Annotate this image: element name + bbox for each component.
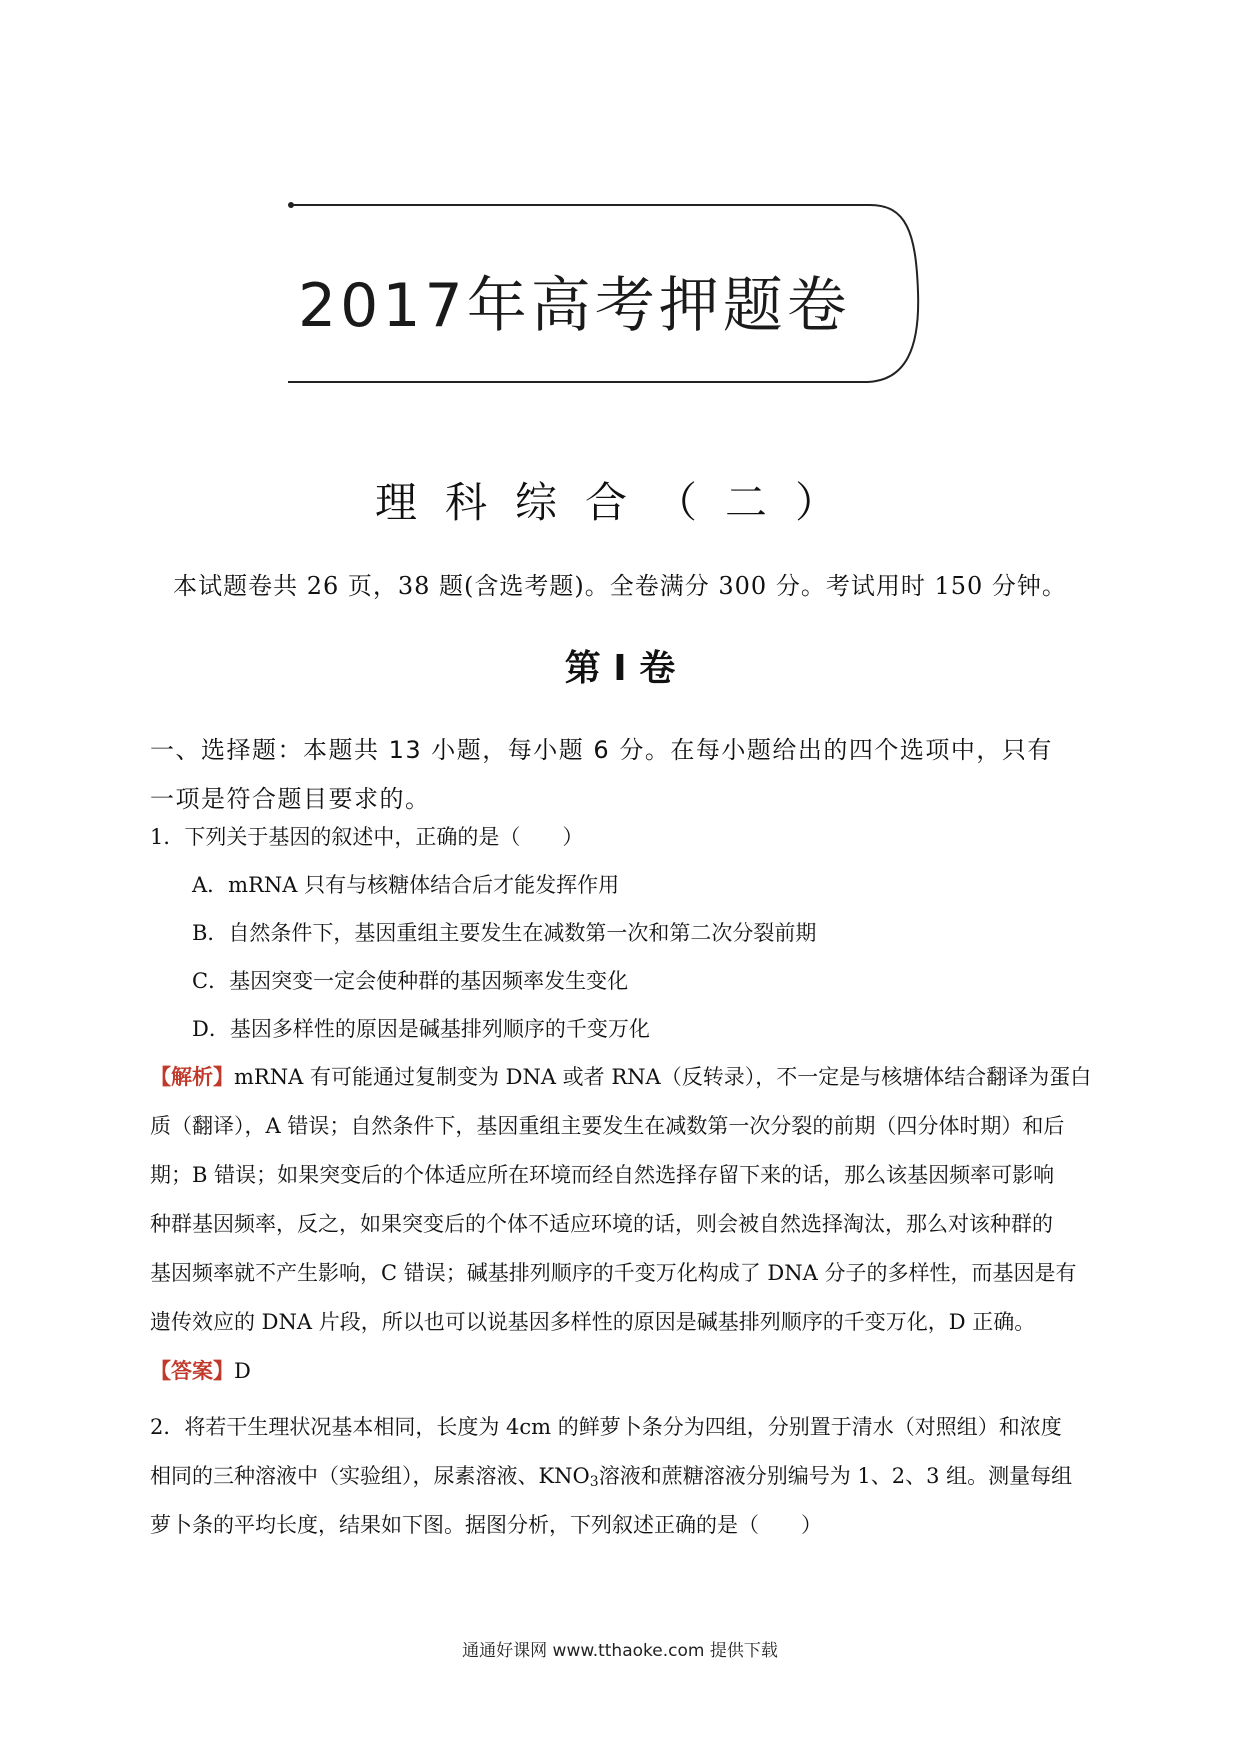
question-2-text: 溶液和蔗糖溶液分别编号为 1、2、3 组。测量每组 (598, 1464, 1073, 1488)
section-heading (150, 726, 1096, 824)
title-banner (288, 200, 960, 388)
explanation-line: 种群基因频率，反之，如果突变后的个体不适应环境的话，则会被自然选择淘汰，那么对该种群的 (150, 1212, 1053, 1236)
answer-value: D (234, 1359, 251, 1383)
explanation-line: 质（翻译），A 错误；自然条件下，基因重组主要发生在减数第一次分裂的前期（四分体时期）和后 (150, 1114, 1065, 1138)
question-1-option-c: C．基因突变一定会使种群的基因频率发生变化 (192, 969, 629, 993)
footer-text: 通通好课网 www.tthaoke.com 提供下载 (462, 1641, 778, 1661)
question-1-stem: 1．下列关于基因的叙述中，正确的是（ ） (150, 825, 584, 849)
question-2-stem (150, 1461, 1072, 1497)
explanation-line: 遗传效应的 DNA 片段，所以也可以说基因多样性的原因是碱基排列顺序的千变万化，D 正确。 (150, 1310, 1036, 1334)
question-1-option-b: B．自然条件下，基因重组主要发生在减数第一次和第二次分裂前期 (192, 921, 817, 945)
subscript-3: 3 (589, 1474, 599, 1490)
banner-title: 2017年高考押题卷 (298, 271, 851, 341)
section-heading-line: 一项是符合题目要求的。 (150, 785, 431, 813)
explanation-line: 期；B 错误；如果突变后的个体适应所在环境而经自然选择存留下来的话，那么该基因频率可影响 (150, 1163, 1055, 1187)
question-2-stem: 萝卜条的平均长度，结果如下图。据图分析，下列叙述正确的是（ ） (150, 1513, 822, 1537)
explanation-line (150, 1062, 1096, 1092)
question-2-text: 相同的三种溶液中（实验组），尿素溶液、KNO (150, 1464, 590, 1488)
question-1-option-d: D．基因多样性的原因是碱基排列顺序的千变万化 (192, 1017, 650, 1041)
volume-title: 第 I 卷 (564, 648, 676, 689)
question-1-option-a: A．mRNA 只有与核糖体结合后才能发挥作用 (192, 873, 620, 897)
answer-line (150, 1356, 1096, 1386)
subject-title: 理科综合（二） (374, 478, 865, 527)
section-heading-line: 一、选择题：本题共 13 小题，每小题 6 分。在每小题给出的四个选项中，只有 (150, 736, 1053, 764)
explanation-tag: 【解析】 (150, 1064, 234, 1089)
question-2-stem: 2．将若干生理状况基本相同，长度为 4cm 的鲜萝卜条分为四组，分别置于清水（对照组）和浓度 (150, 1415, 1062, 1439)
explanation-text: mRNA 有可能通过复制变为 DNA 或者 RNA（反转录），不一定是与核塘体结合翻译为蛋白 (234, 1065, 1092, 1089)
exam-info: 本试题卷共 26 页，38 题(含选考题)。全卷满分 300 分。考试用时 150 分钟。 (173, 572, 1067, 600)
answer-tag: 【答案】 (150, 1358, 234, 1383)
explanation-line: 基因频率就不产生影响，C 错误；碱基排列顺序的千变万化构成了 DNA 分子的多样性，而基因是有 (150, 1261, 1077, 1285)
